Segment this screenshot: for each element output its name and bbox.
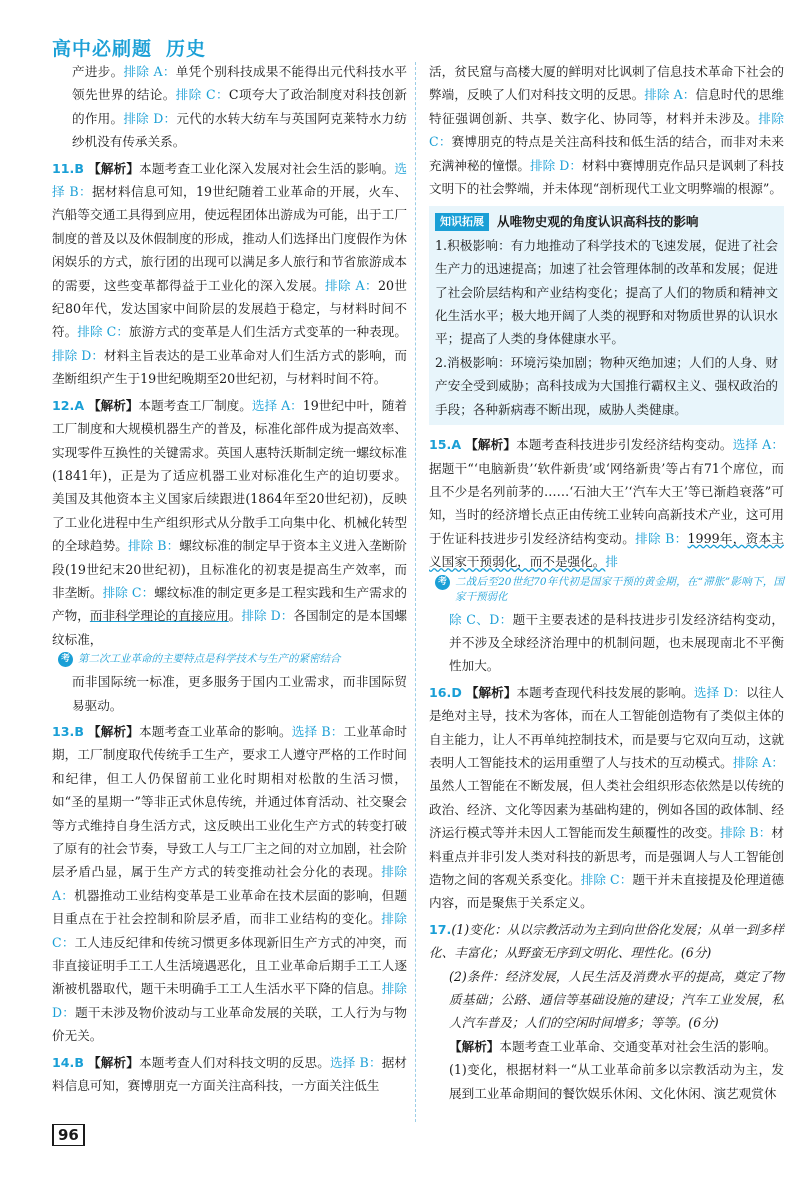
answer-15: 15.A 【解析】本题考查科技进步引发经济结构变动。选择 A：据题干“‘电脑新贵’‘软件新贵’或‘网络新贵’等占有71个席位，而且不少是名列前茅的……‘石油大王’‘汽车大王’等已渐趋衰落”可知，当时的经济增长点正由传统工业转向高新技术产业，这可用于佐证科技进步引发经济结构变动。排除 B：1999年，资本主义国家干预弱化，而不是强化。排 (429, 437, 785, 570)
knowledge-positive: 1.积极影响：有力地推动了科学技术的飞速发展，促进了社会生产力的迅速提高；加速了社会管理体制的改革和发展；促进了社会阶层结构和产业结构变化；提高了人们的物质和精神文化生活水平；极大地开阔了人类的视野和对物质世界的认识水平；提高了人类的身体健康水平。 (435, 237, 778, 347)
right-column (429, 60, 784, 1105)
knowledge-extension-header (435, 206, 778, 233)
answer-14-continuation: 活，贫民窟与高楼大厦的鲜明对比讽刺了信息技术革命下社会的弊端，反映了人们对科技文明的反思。排除 A：信息时代的思维特征强调创新、共享、数字化、协同等，材料并未涉及。排除 C：赛博朋克的特点是关注高科技和低生活的结合，而非对未来充满神秘的憧憬。排除 D：材料中赛博朋克作品只是讽刺了科技文明下的社会弊端，并未体现“剖析现代工业文明弊端的根源”。 (429, 64, 785, 197)
answer-17-analysis: 【解析】本题考查工业革命、交通变革对社会生活的影响。 (449, 1038, 777, 1054)
column-divider (415, 62, 416, 1122)
answer-13: 13.B 【解析】本题考查工业革命的影响。选择 B：工业革命时期，工厂制度取代传统手工生产，要求工人遵守严格的工作时间和纪律，但工人仍保留前工业化时期相对松散的生活习惯，如“圣的星期一”等非正式休息传统，并通过体育活动、社交聚会等方式维持自身生活方式，这反映出工业化生产方式的转变打破了原有的社会节奏，导致工人与工厂主之间的对立加剧，社会阶层矛盾凸显，属于生产方式的转变推动社会分化的表现。排除 A：机器推动工业结构变革是工业革命在技术层面的影响，但题目重点在于社会控制和阶层矛盾，而非工业结构的变化。排除 C：工人违反纪律和传统习惯更多体现新旧生产方式的冲突，而非直接证明手工工人生活境遇恶化，且工业革命后期手工工人逐渐被机器取代，题干未明确手工工人生活水平下降的信息。排除 D：题干未涉及物价波动与工业革命发展的关联，工人行为与物价无关。 (52, 723, 408, 1044)
page-number: 96 (52, 1124, 85, 1146)
knowledge-extension-badge: 知识拓展 (435, 213, 489, 231)
exam-point-note-12: 考 第二次工业革命的主要特点是科学技术与生产的紧密结合 (52, 652, 407, 667)
answer-12: 12.A 【解析】本题考查工厂制度。选择 A：19世纪中叶，随着工厂制度和大规模机器生产的普及，标准化部件成为提高效率、实现零件互换性的关键需求。英国人惠特沃斯制定统一螺纹标准(1841年)，正是为了适应机器工业对标准化生产的迫切要求。美国及其他资本主义国家后续跟进(1864年至20世纪初)，反映了工业化进程中生产组织形式从分散手工向集中化、机械化转型的全球趋势。排除 B：螺纹标准的制定早于资本主义进入垄断阶段(19世纪末20世纪初)，且标准化的初衷是提高生产效率，而非垄断。排除 C：螺纹标准的制定更多是工程实践和生产需求的产物，而非科学理论的直接应用。排除 D：各国制定的是本国螺纹标准， (52, 397, 408, 647)
answer-16: 16.D 【解析】本题考查现代科技发展的影响。选择 D：以往人是绝对主导，技术为客体，而在人工智能创造物有了类似主体的自主能力，让人不再单纯控制技术，而是要与它双向互动，这就表明人工智能技术的运用重塑了人与技术的互动模式。排除 A：虽然人工智能在不断发展，但人类社会组织形态依然是以传统的政治、经济、文化等因素为基础构建的，例如各国的政体制、经济运行模式等并未因人工智能而发生颠覆性的改变。排除 B：材料重点并非引发人类对科技的新思考，而是强调人与人工智能创造物之间的客观关系变化。排除 C：题干并未直接提及伦理道德内容，而是聚焦于关系定义。 (429, 684, 785, 911)
knowledge-extension-box (429, 206, 784, 425)
answer-17-analysis-2: (1)变化，根据材料一“从工业革命前多以宗教活动为主，发展到工业革命期间的餐饮娱乐休闲、文化休闲、演艺观赏休 (449, 1062, 784, 1101)
knowledge-extension-title: 从唯物史观的角度认识高科技的影响 (497, 214, 699, 230)
answer-14: 14.B 【解析】本题考查人们对科技文明的反思。选择 B：据材料信息可知，赛博朋克一方面关注高科技，一方面关注低生 (52, 1054, 408, 1094)
answer-15-continuation: 除 C、D：题干主要表述的是科技进步引发经济结构变动，并不涉及全球经济治理中的机制问题，也未展现南北不平衡性加大。 (449, 611, 785, 674)
exam-point-icon: 考 (58, 652, 73, 667)
left-column (52, 60, 407, 1097)
subject-title: 历史 (166, 38, 207, 60)
answer-11: 11.B 【解析】本题考查工业化深入发展对社会生活的影响。选择 B：据材料信息可知，19世纪随着工业革命的开展，火车、汽船等交通工具得到应用，使远程团体出游成为可能，出于工厂制度的普及以及休假制度的形成，推动人们选择出门度假作为休闲娱乐的方式，旅行团的出现可以满足多人旅行和节省旅游成本的需要，这些变革都得益于工业化的深入发展。排除 A：20世纪80年代，发达国家中间阶层的发展趋于稳定，与材料时间不符。排除 C：旅游方式的变革是人们生活方式变革的一种表现。排除 D：材料主旨表达的是工业革命对人们生活方式的影响，而垄断组织产生于19世纪晚期至20世纪初，与材料时间不符。 (52, 160, 408, 387)
page-header-title (52, 34, 206, 61)
exam-point-note-15: 考 二战后至20世纪70年代初是国家干预的黄金期，在“滞胀”影响下，国家干预弱化 (429, 575, 784, 605)
answer-17-part2: (2)条件：经济发展，人民生活及消费水平的提高，奠定了物质基础；公路、通信等基础设施的建设；汽车工业发展，私人汽车普及；人们的空闲时间增多；等等。(6分) (449, 968, 784, 1031)
knowledge-negative: 2.消极影响：环境污染加剧；物种灭绝加速；人们的人身、财产安全受到威胁；高科技成为大国推行霸权主义、强权政治的手段；各种新病毒不断出现，威胁人类健康。 (435, 354, 778, 417)
answer-12-continuation: 而非国际统一标准，更多服务于国内工业需求，而非国际贸易驱动。 (72, 674, 407, 713)
exam-point-icon: 考 (435, 575, 450, 590)
answer-17: 17.(1)变化：从以宗教活动为主到向世俗化发展；从单一到多样化、丰富化；从野蛮无序到文明化、理性化。(6分) (429, 921, 784, 961)
book-title: 高中必刷题 (52, 38, 153, 60)
q10-continuation: 产进步。排除 A：单凭个别科技成果不能得出元代科技水平领先世界的结论。排除 C：C项夸大了政治制度对科技创新的作用。排除 D：元代的水转大纺车与英国阿克莱特水力纺纱机没有传承关系。 (72, 64, 408, 150)
